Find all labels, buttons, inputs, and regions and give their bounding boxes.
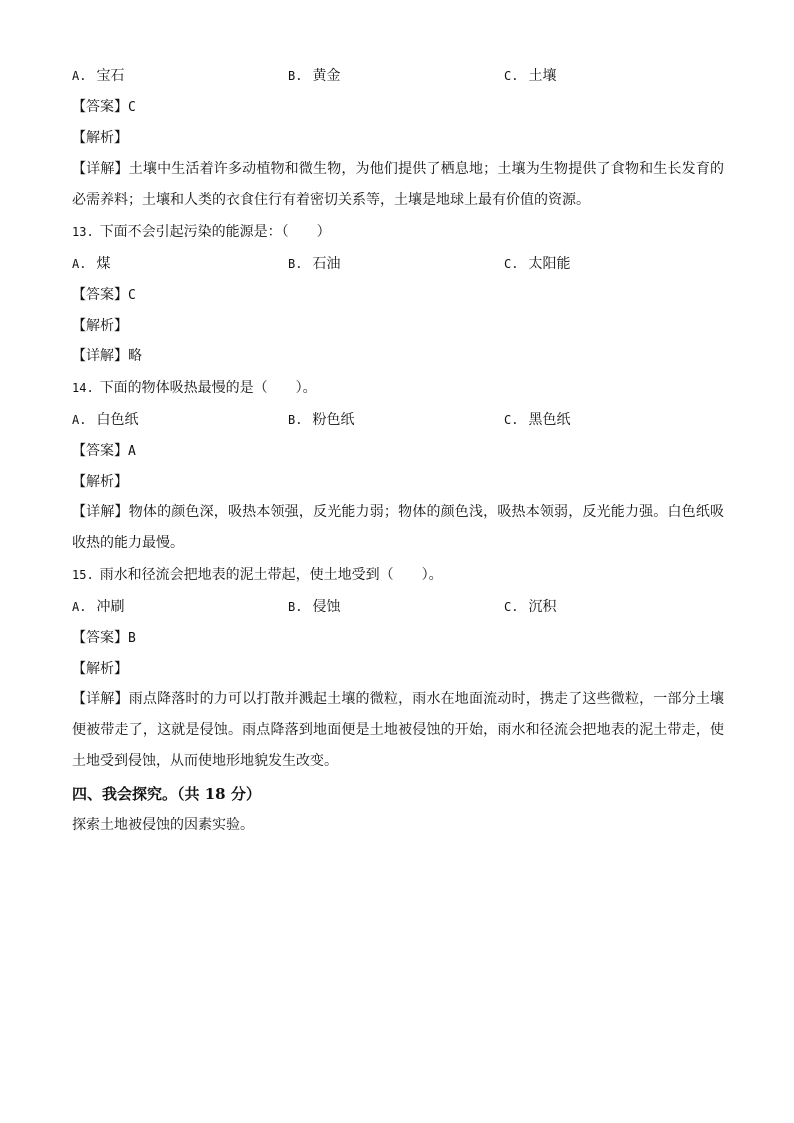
- q12-option-c: [504, 66, 556, 86]
- q13-options: [72, 254, 722, 274]
- q13-question: [72, 222, 331, 242]
- q15-option-c: [504, 597, 556, 617]
- option-text: 煤: [96, 256, 111, 272]
- detail-text: 略: [128, 348, 142, 364]
- option-text: 石油: [312, 256, 341, 272]
- q13-answer: [72, 285, 136, 306]
- option-text: 宝石: [96, 68, 125, 84]
- q12-option-a: [72, 66, 124, 86]
- option-text: 沉积: [528, 599, 557, 615]
- option-letter: C.: [504, 413, 519, 427]
- option-letter: B.: [288, 413, 303, 427]
- detail-tag: 【详解】: [72, 691, 129, 707]
- option-text: 冲刷: [96, 599, 125, 615]
- answer-value: A: [128, 444, 136, 459]
- option-letter: C.: [504, 69, 519, 83]
- section-title: 四、我会探究。（共 18 分）: [72, 785, 261, 803]
- q12-options: [72, 66, 722, 86]
- q15-answer: [72, 628, 136, 649]
- answer-value: C: [128, 288, 136, 303]
- option-letter: C.: [504, 257, 519, 271]
- q12-answer: [72, 97, 136, 118]
- option-letter: B.: [288, 600, 303, 614]
- q12-option-b: [288, 66, 340, 86]
- option-letter: A.: [72, 69, 87, 83]
- q13-option-b: [288, 254, 340, 274]
- q15-option-b: [288, 597, 340, 617]
- q15-question: [72, 565, 443, 585]
- detail-tag: 【详解】: [72, 161, 129, 177]
- q15-options: [72, 597, 722, 617]
- q14-option-a: [72, 410, 138, 430]
- q13-option-a: [72, 254, 110, 274]
- question-number: 13.: [72, 225, 94, 239]
- question-number: 15.: [72, 568, 94, 582]
- answer-tag: 【答案】: [72, 287, 128, 303]
- q12-detail: [72, 154, 724, 216]
- option-text: 太阳能: [528, 256, 571, 272]
- analysis-tag: 【解析】: [72, 474, 128, 490]
- answer-value: B: [128, 631, 136, 646]
- analysis-tag: 【解析】: [72, 661, 128, 677]
- detail-text: 雨点降落时的力可以打散并溅起土壤的微粒，雨水在地面流动时，携走了这些微粒，一部分土壤便被带走了，这就是侵蚀。雨点降落到地面便是土地被侵蚀的开始，雨水和径流会把地表的泥土带走，使土地受到侵蚀，从而使地形地貌发生改变。: [72, 691, 725, 769]
- question-text: 下面不会引起污染的能源是：（ ）: [99, 224, 331, 240]
- q13-detail: [72, 346, 142, 366]
- q13-analysis: [72, 316, 128, 336]
- q15-option-a: [72, 597, 124, 617]
- option-text: 黄金: [312, 68, 341, 84]
- q14-option-c: [504, 410, 570, 430]
- option-letter: A.: [72, 413, 87, 427]
- answer-value: C: [128, 100, 136, 115]
- question-text: 雨水和径流会把地表的泥土带起，使土地受到（ ）。: [99, 567, 443, 583]
- detail-tag: 【详解】: [72, 348, 128, 364]
- q15-analysis: [72, 659, 128, 679]
- option-letter: A.: [72, 600, 87, 614]
- q14-detail: [72, 497, 724, 559]
- q14-answer: [72, 441, 136, 462]
- option-letter: A.: [72, 257, 87, 271]
- section-intro: 探索土地被侵蚀的因素实验。: [72, 817, 254, 833]
- q13-option-c: [504, 254, 570, 274]
- detail-text: 物体的颜色深，吸热本领强，反光能力弱；物体的颜色浅，吸热本领弱，反光能力强。白色纸吸收热的能力最慢。: [72, 504, 725, 551]
- q15-detail: [72, 684, 724, 777]
- analysis-tag: 【解析】: [72, 130, 128, 146]
- option-text: 土壤: [528, 68, 557, 84]
- answer-tag: 【答案】: [72, 443, 128, 459]
- option-text: 白色纸: [96, 412, 139, 428]
- option-letter: B.: [288, 257, 303, 271]
- q14-question: [72, 378, 317, 398]
- q14-option-b: [288, 410, 354, 430]
- q14-options: [72, 410, 722, 430]
- question-number: 14.: [72, 381, 94, 395]
- option-text: 粉色纸: [312, 412, 355, 428]
- answer-tag: 【答案】: [72, 630, 128, 646]
- detail-tag: 【详解】: [72, 504, 129, 520]
- q14-analysis: [72, 472, 128, 492]
- option-letter: B.: [288, 69, 303, 83]
- option-text: 黑色纸: [528, 412, 571, 428]
- analysis-tag: 【解析】: [72, 318, 128, 334]
- detail-text: 土壤中生活着许多动植物和微生物，为他们提供了栖息地；土壤为生物提供了食物和生长发育的必需养料；土壤和人类的衣食住行有着密切关系等，土壤是地球上最有价值的资源。: [72, 161, 725, 208]
- option-text: 侵蚀: [312, 599, 341, 615]
- answer-tag: 【答案】: [72, 99, 128, 115]
- option-letter: C.: [504, 600, 519, 614]
- question-text: 下面的物体吸热最慢的是（ ）。: [99, 380, 317, 396]
- q12-analysis: [72, 128, 128, 148]
